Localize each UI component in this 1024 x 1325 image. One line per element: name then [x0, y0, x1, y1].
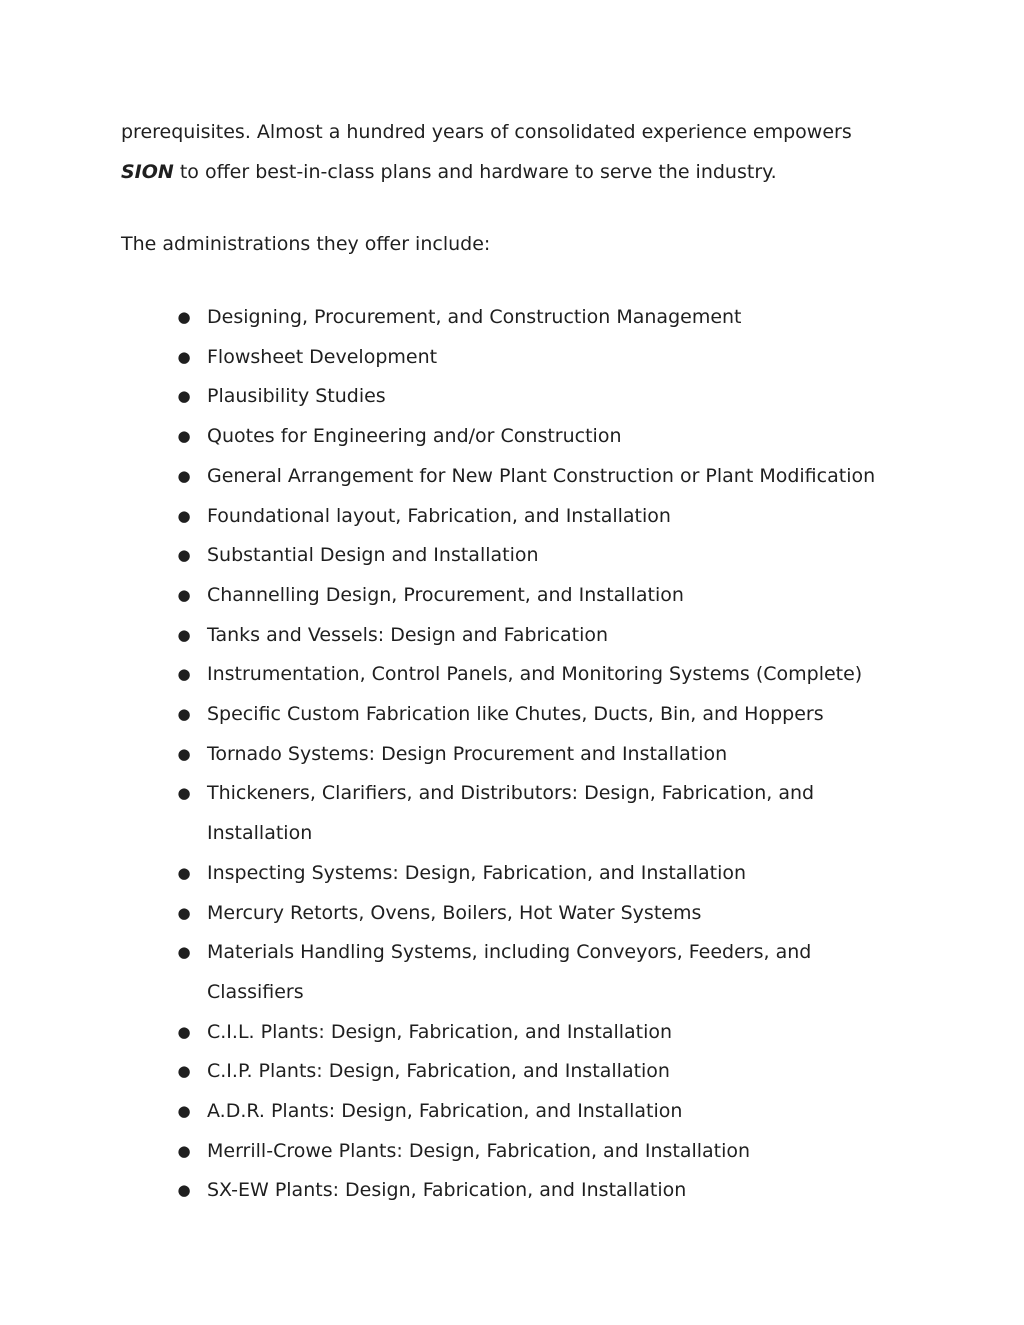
bullet-icon: ●: [177, 665, 191, 684]
list-item-text: Tanks and Vessels: Design and Fabrication: [207, 623, 609, 646]
list-item: [0, 298, 1024, 338]
list-item: [0, 1052, 1024, 1092]
list-item: [0, 1013, 1024, 1053]
bullet-icon: ●: [177, 784, 191, 803]
list-item-text: C.I.L. Plants: Design, Fabrication, and Installation: [207, 1020, 673, 1043]
bullet-icon: ●: [177, 506, 191, 525]
list-item-text: A.D.R. Plants: Design, Fabrication, and Installation: [207, 1100, 683, 1123]
list-item-text: Quotes for Engineering and/or Construction: [207, 425, 622, 448]
list-item: [0, 457, 1024, 497]
list-item: [0, 854, 1024, 894]
list-item: [0, 497, 1024, 537]
bullet-icon: ●: [177, 863, 191, 882]
list-item: [0, 616, 1024, 656]
list-item-text: Specific Custom Fabrication like Chutes, Ducts, Bin, and Hoppers: [207, 703, 824, 726]
intro-paragraph: [121, 113, 921, 192]
bullet-icon: ●: [177, 1102, 191, 1121]
bullet-icon: ●: [177, 546, 191, 565]
list-item-text: Channelling Design, Procurement, and Installation: [207, 583, 684, 606]
list-item: [0, 1092, 1024, 1132]
list-item: [0, 338, 1024, 378]
bullet-icon: ●: [177, 466, 191, 485]
list-item-text: Materials Handling Systems, including Conveyors, Feeders, and Classifiers: [207, 941, 812, 1003]
list-item: [0, 576, 1024, 616]
list-item-text: Flowsheet Development: [207, 345, 438, 368]
list-item-text: Mercury Retorts, Ovens, Boilers, Hot Water Systems: [207, 901, 702, 924]
intro-line-2: to offer best-in-class plans and hardware to serve the industry.: [173, 160, 777, 183]
list-item: [0, 735, 1024, 775]
bullet-icon: ●: [177, 387, 191, 406]
list-item-text: Substantial Design and Installation: [207, 544, 539, 567]
bullet-icon: ●: [177, 427, 191, 446]
bullet-icon: ●: [177, 903, 191, 922]
bullet-icon: ●: [177, 705, 191, 724]
list-item: [0, 894, 1024, 934]
list-item-text: Designing, Procurement, and Construction Management: [207, 306, 742, 328]
list-item-text: Foundational layout, Fabrication, and Installation: [207, 504, 671, 527]
bullet-icon: ●: [177, 308, 191, 326]
list-item-text: General Arrangement for New Plant Construction or Plant Modification: [207, 464, 876, 487]
list-item: [0, 933, 1024, 1012]
bullet-icon: ●: [177, 1022, 191, 1041]
list-item: [0, 417, 1024, 457]
bullet-icon: ●: [177, 625, 191, 644]
list-item: [0, 655, 1024, 695]
list-item-text: Tornado Systems: Design Procurement and Installation: [207, 742, 728, 765]
list-item-text: Plausibility Studies: [207, 385, 386, 408]
company-name: SION: [121, 160, 174, 183]
bullet-icon: ●: [177, 1181, 191, 1200]
list-item-text: Merrill-Crowe Plants: Design, Fabrication, and Installation: [207, 1139, 751, 1162]
list-item: [0, 1171, 1024, 1211]
bullet-icon: ●: [177, 347, 191, 366]
bullet-icon: ●: [177, 1141, 191, 1160]
services-list: [0, 298, 1024, 1211]
bullet-icon: ●: [177, 943, 191, 962]
list-item-text: Thickeners, Clarifiers, and Distributors: Design, Fabrication, and Installation: [207, 782, 815, 845]
list-item-text: Instrumentation, Control Panels, and Monitoring Systems (Complete): [207, 663, 863, 686]
list-item: [0, 1132, 1024, 1172]
bullet-icon: ●: [177, 744, 191, 763]
bullet-icon: ●: [177, 585, 191, 604]
services-heading: The administrations they offer include:: [121, 233, 491, 255]
bullet-icon: ●: [177, 1062, 191, 1081]
list-item-text: C.I.P. Plants: Design, Fabrication, and Installation: [207, 1060, 670, 1083]
list-item: [0, 774, 1024, 853]
list-item-text: SX-EW Plants: Design, Fabrication, and Installation: [207, 1179, 687, 1202]
intro-line-1: prerequisites. Almost a hundred years of consolidated experience empowers: [121, 121, 852, 143]
list-item: [0, 695, 1024, 735]
list-item: [0, 377, 1024, 417]
list-item: [0, 536, 1024, 576]
list-item-text: Inspecting Systems: Design, Fabrication, and Installation: [207, 861, 747, 884]
